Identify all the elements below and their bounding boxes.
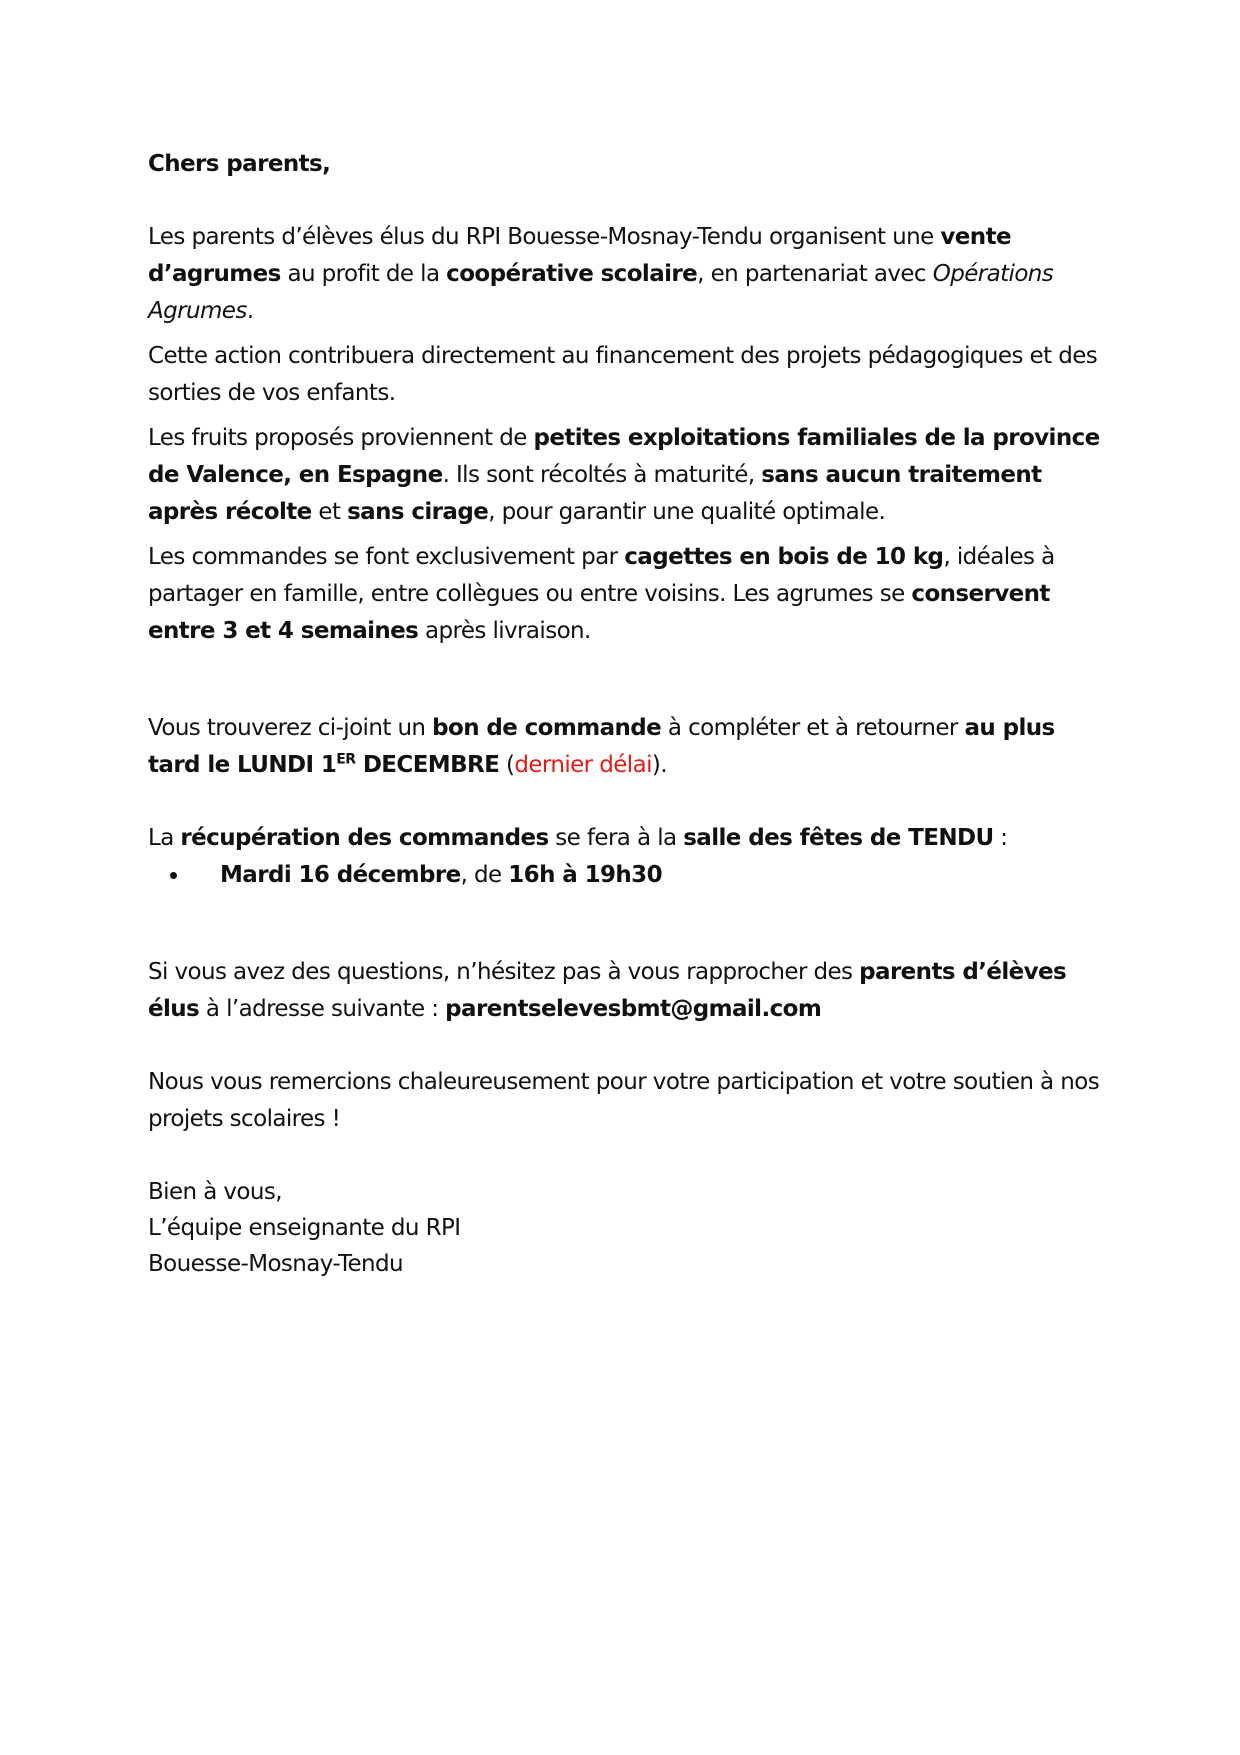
contact-email-link[interactable]: parentselevesbmt@gmail.com [445,996,822,1022]
deadline-warning: dernier délai [514,752,652,778]
paragraph-deadline: Vous trouverez ci-joint un bon de commande à compléter et à retourner au plus tard le LUNDI 1ER DECEMBRE (dernier délai). [148,715,1055,778]
signature-school: Bouesse-Mosnay-Tendu [148,1251,404,1277]
pickup-list-item: • Mardi 16 décembre, de 16h à 19h30 [190,857,1108,894]
paragraph-pickup: La récupération des commandes se fera à la salle des fêtes de TENDU : [148,825,1008,851]
paragraph-ordering: Les commandes se font exclusivement par cagettes en bois de 10 kg, idéales à partager en famille, entre collègues ou entre voisins. Les agrumes se conservent entre 3 et 4 semaines après livraison. [148,544,1055,644]
signature-closing: Bien à vous, [148,1179,282,1205]
paragraph-purpose: Cette action contribuera directement au financement des projets pédagogiques et des sorties de vos enfants. [148,343,1098,406]
paragraph-thanks: Nous vous remercions chaleureusement pour votre participation et votre soutien à nos projets scolaires ! [148,1069,1100,1132]
deadline-date: le LUNDI 1ER DECEMBRE [199,751,500,778]
partner-name: Opérations Agrumes [148,261,1054,324]
greeting: Chers parents, [148,151,331,177]
signature-team: L’équipe enseignante du RPI [148,1215,461,1241]
paragraph-origin: Les fruits proposés proviennent de petites exploitations familiales de la province de Valence, en Espagne. Ils sont récoltés à maturité, sans aucun traitement après récolte et sans cirage, pour garantir une qualité optimale. [148,425,1100,525]
letter [148,146,1108,1282]
pickup-list [148,857,1108,894]
paragraph-intro: Les parents d’élèves élus du RPI Bouesse-Mosnay-Tendu organisent une vente d’agrumes au profit de la coopérative scolaire, en partenariat avec Opérations Agrumes. [148,224,1054,324]
signature [148,1174,1108,1282]
paragraph-contact: Si vous avez des questions, n’hésitez pas à vous rapprocher des parents d’élèves élus à l’adresse suivante : parentselevesbmt@gmail.com [148,959,1067,1022]
